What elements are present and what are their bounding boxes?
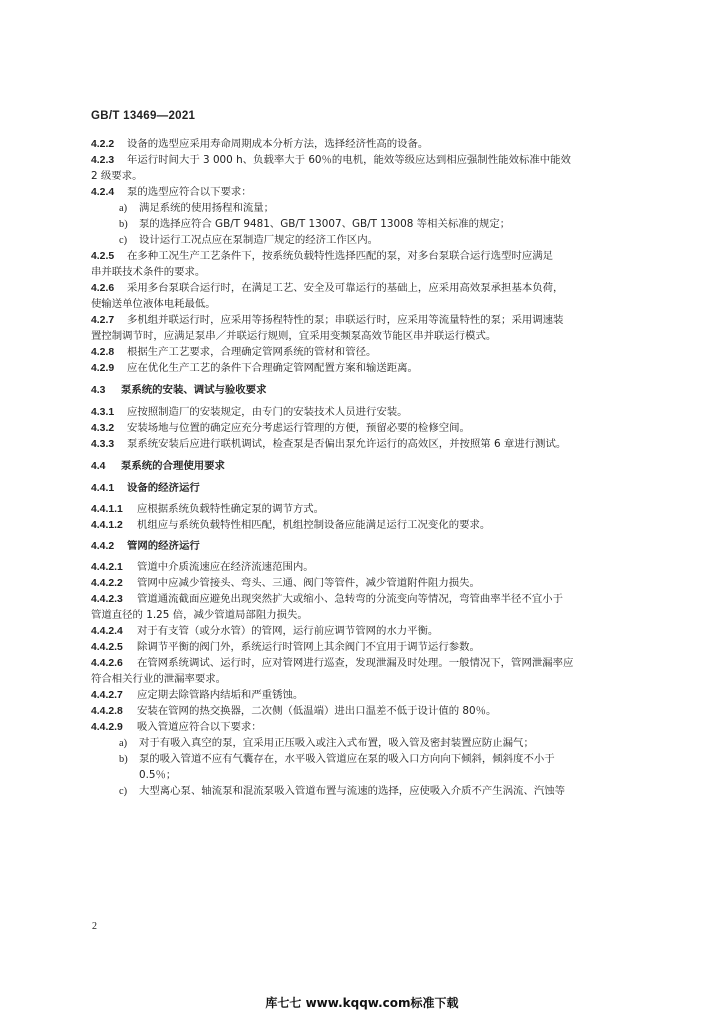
clause-line [91, 136, 639, 152]
heading-title: 管网的经济运行 [127, 540, 200, 552]
clause-number: 4.2.7 [91, 315, 115, 326]
clause-line [91, 280, 639, 296]
list-item-text: 满足系统的使用扬程和流量； [139, 202, 275, 214]
clause-text: 管网中应减少管接头、弯头、三通、阀门等管件，减少管道附件阻力损失。 [137, 577, 480, 589]
clause-number: 4.4.2.5 [91, 642, 123, 653]
clause-number: 4.4.1.2 [91, 520, 123, 531]
list-marker: b) [119, 219, 128, 230]
section-heading-4-3 [91, 382, 639, 398]
list-item-text: 大型离心泵、轴流泵和混流泵吸入管道布置与流速的选择，应使吸入介质不产生涡流、汽蚀等 [139, 785, 566, 797]
clause-continuation: 符合相关行业的泄漏率要求。 [91, 673, 227, 685]
clause-line [91, 248, 639, 264]
clause-text: 多机组并联运行时，应采用等扬程特性的泵；串联运行时，应采用等流量特性的泵；采用调速装 [127, 314, 564, 326]
list-item-continuation [91, 767, 639, 783]
list-marker: c) [119, 235, 128, 246]
clause-number: 4.2.9 [91, 363, 115, 374]
list-item [91, 232, 639, 248]
clause-continuation: 串并联技术条件的要求。 [91, 266, 206, 278]
clause-continuation: 2 级要求。 [91, 170, 143, 182]
clause-line [91, 152, 639, 168]
clause-text: 应在优化生产工艺的条件下合理确定管网配置方案和输送距离。 [127, 362, 418, 374]
clause-number: 4.4.1.1 [91, 504, 123, 515]
clause-text: 管道通流截面应避免出现突然扩大或缩小、急转弯的分流变向等情况，弯管曲率半径不宜小于 [137, 593, 564, 605]
clause-line [91, 575, 639, 591]
clause-text: 管道中介质流速应在经济流速范围内。 [137, 561, 314, 573]
clause-line [91, 404, 639, 420]
clause-text: 应定期去除管路内结垢和严重锈蚀。 [137, 689, 304, 701]
clause-text: 吸入管道应符合以下要求： [137, 721, 262, 733]
clause-number: 4.3.2 [91, 423, 115, 434]
clause-number: 4.4.2.2 [91, 578, 123, 589]
list-item [91, 783, 639, 799]
clause-line [91, 655, 639, 671]
heading-number: 4.3 [91, 385, 106, 396]
clause-text: 机组应与系统负载特性相匹配，机组控制设备应能满足运行工况变化的要求。 [137, 519, 491, 531]
clause-number: 4.4.2.1 [91, 562, 123, 573]
clause-line [91, 559, 639, 575]
clause-line [91, 639, 639, 655]
list-marker: c) [119, 786, 128, 797]
clause-number: 4.4.2.3 [91, 594, 123, 605]
list-item [91, 216, 639, 232]
clause-number: 4.2.6 [91, 283, 115, 294]
heading-title: 泵系统的合理使用要求 [121, 460, 225, 472]
clause-text: 应根据系统负载特性确定泵的调节方式。 [137, 503, 325, 515]
clause-line [91, 344, 639, 360]
clause-text: 除调节平衡的阀门外，系统运行时管网上其余阀门不宜用于调节运行参数。 [137, 641, 480, 653]
clause-number: 4.3.1 [91, 407, 115, 418]
list-item-text: 泵的选择应符合 GB/T 9481、GB/T 13007、GB/T 13008 等相关标准的规定； [139, 218, 511, 230]
heading-title: 设备的经济运行 [127, 482, 200, 494]
clause-number: 4.4.2.4 [91, 626, 123, 637]
list-item-text: 设计运行工况点应在泵制造厂规定的经济工作区内。 [139, 234, 378, 246]
clause-text: 泵的选型应符合以下要求： [127, 186, 252, 198]
standard-number-header: GB/T 13469—2021 [91, 110, 196, 122]
list-item [91, 751, 639, 767]
list-item-text: 对于有吸入真空的泵，宜采用正压吸入或注入式布置，吸入管及密封装置应防止漏气； [139, 737, 534, 749]
clause-number: 4.4.2.6 [91, 658, 123, 669]
clause-line [91, 420, 639, 436]
clause-continuation: 置控制调节时，应满足泵串／并联运行规则，宜采用变频泵高效节能区串并联运行模式。 [91, 330, 497, 342]
clause-text: 在多种工况生产工艺条件下，按系统负载特性选择匹配的泵，对多台泵联合运行选型时应满足 [127, 250, 554, 262]
list-marker: b) [119, 754, 128, 765]
clause-number: 4.2.4 [91, 187, 115, 198]
heading-number: 4.4.1 [91, 483, 115, 494]
clause-line [91, 360, 639, 376]
section-heading-4-4 [91, 458, 639, 474]
watermark-footer: 库七七 www.kqqw.com标准下载 [265, 996, 459, 1010]
page-number: 2 [92, 921, 97, 932]
clause-text: 安装场地与位置的确定应充分考虑运行管理的方便，预留必要的检修空间。 [127, 422, 470, 434]
heading-number: 4.4 [91, 461, 106, 472]
clause-line [91, 623, 639, 639]
clause-line [91, 591, 639, 607]
list-marker: a) [119, 203, 128, 214]
list-item-continuation-text: 0.5％； [139, 769, 177, 781]
heading-number: 4.4.2 [91, 541, 115, 552]
clause-number: 4.2.5 [91, 251, 115, 262]
clause-number: 4.4.2.9 [91, 722, 123, 733]
clause-text: 安装在管网的热交换器，二次侧（低温端）进出口温差不低于设计值的 80％。 [137, 705, 497, 717]
clause-continuation: 管道直径的 1.25 倍，减少管道局部阻力损失。 [91, 609, 308, 621]
clause-text: 泵系统安装后应进行联机调试，检查泵是否偏出泵允许运行的高效区，并按照第 6 章进行测试。 [127, 438, 567, 450]
subsection-heading-4-4-2 [91, 538, 639, 554]
clause-line [91, 703, 639, 719]
clause-number: 4.4.2.7 [91, 690, 123, 701]
heading-title: 泵系统的安装、调试与验收要求 [121, 384, 267, 396]
clause-line [91, 687, 639, 703]
clause-text: 年运行时间大于 3 000 h、负载率大于 60％的电机，能效等级应达到相应强制性能效标准中能效 [127, 154, 571, 166]
list-item-text: 泵的吸入管道不应有气囊存在，水平吸入管道应在泵的吸入口方向向下倾斜，倾斜度不小于 [139, 753, 555, 765]
clause-line [91, 517, 639, 533]
clause-number: 4.2.8 [91, 347, 115, 358]
clause-line [91, 436, 639, 452]
clause-text: 采用多台泵联合运行时，在满足工艺、安全及可靠运行的基础上，应采用高效泵承担基本负荷， [127, 282, 564, 294]
clause-text: 应按照制造厂的安装规定，由专门的安装技术人员进行安装。 [127, 406, 408, 418]
list-marker: a) [119, 738, 128, 749]
clause-text: 设备的选型应采用寿命周期成本分析方法，选择经济性高的设备。 [127, 138, 429, 150]
document-body [91, 136, 639, 799]
clause-number: 4.2.3 [91, 155, 115, 166]
clause-line [91, 312, 639, 328]
clause-line [91, 719, 639, 735]
clause-number: 4.2.2 [91, 139, 115, 150]
list-item [91, 200, 639, 216]
clause-text: 在管网系统调试、运行时，应对管网进行巡查，发现泄漏及时处理。一般情况下，管网泄漏率应 [137, 657, 574, 669]
clause-number: 4.3.3 [91, 439, 115, 450]
list-item [91, 735, 639, 751]
clause-text: 根据生产工艺要求，合理确定管网系统的管材和管径。 [127, 346, 377, 358]
clause-continuation: 使输送单位液体电耗最低。 [91, 298, 216, 310]
clause-number: 4.4.2.8 [91, 706, 123, 717]
subsection-heading-4-4-1 [91, 480, 639, 496]
clause-line [91, 184, 639, 200]
clause-text: 对于有支管（或分水管）的管网，运行前应调节管网的水力平衡。 [137, 625, 439, 637]
clause-line [91, 501, 639, 517]
